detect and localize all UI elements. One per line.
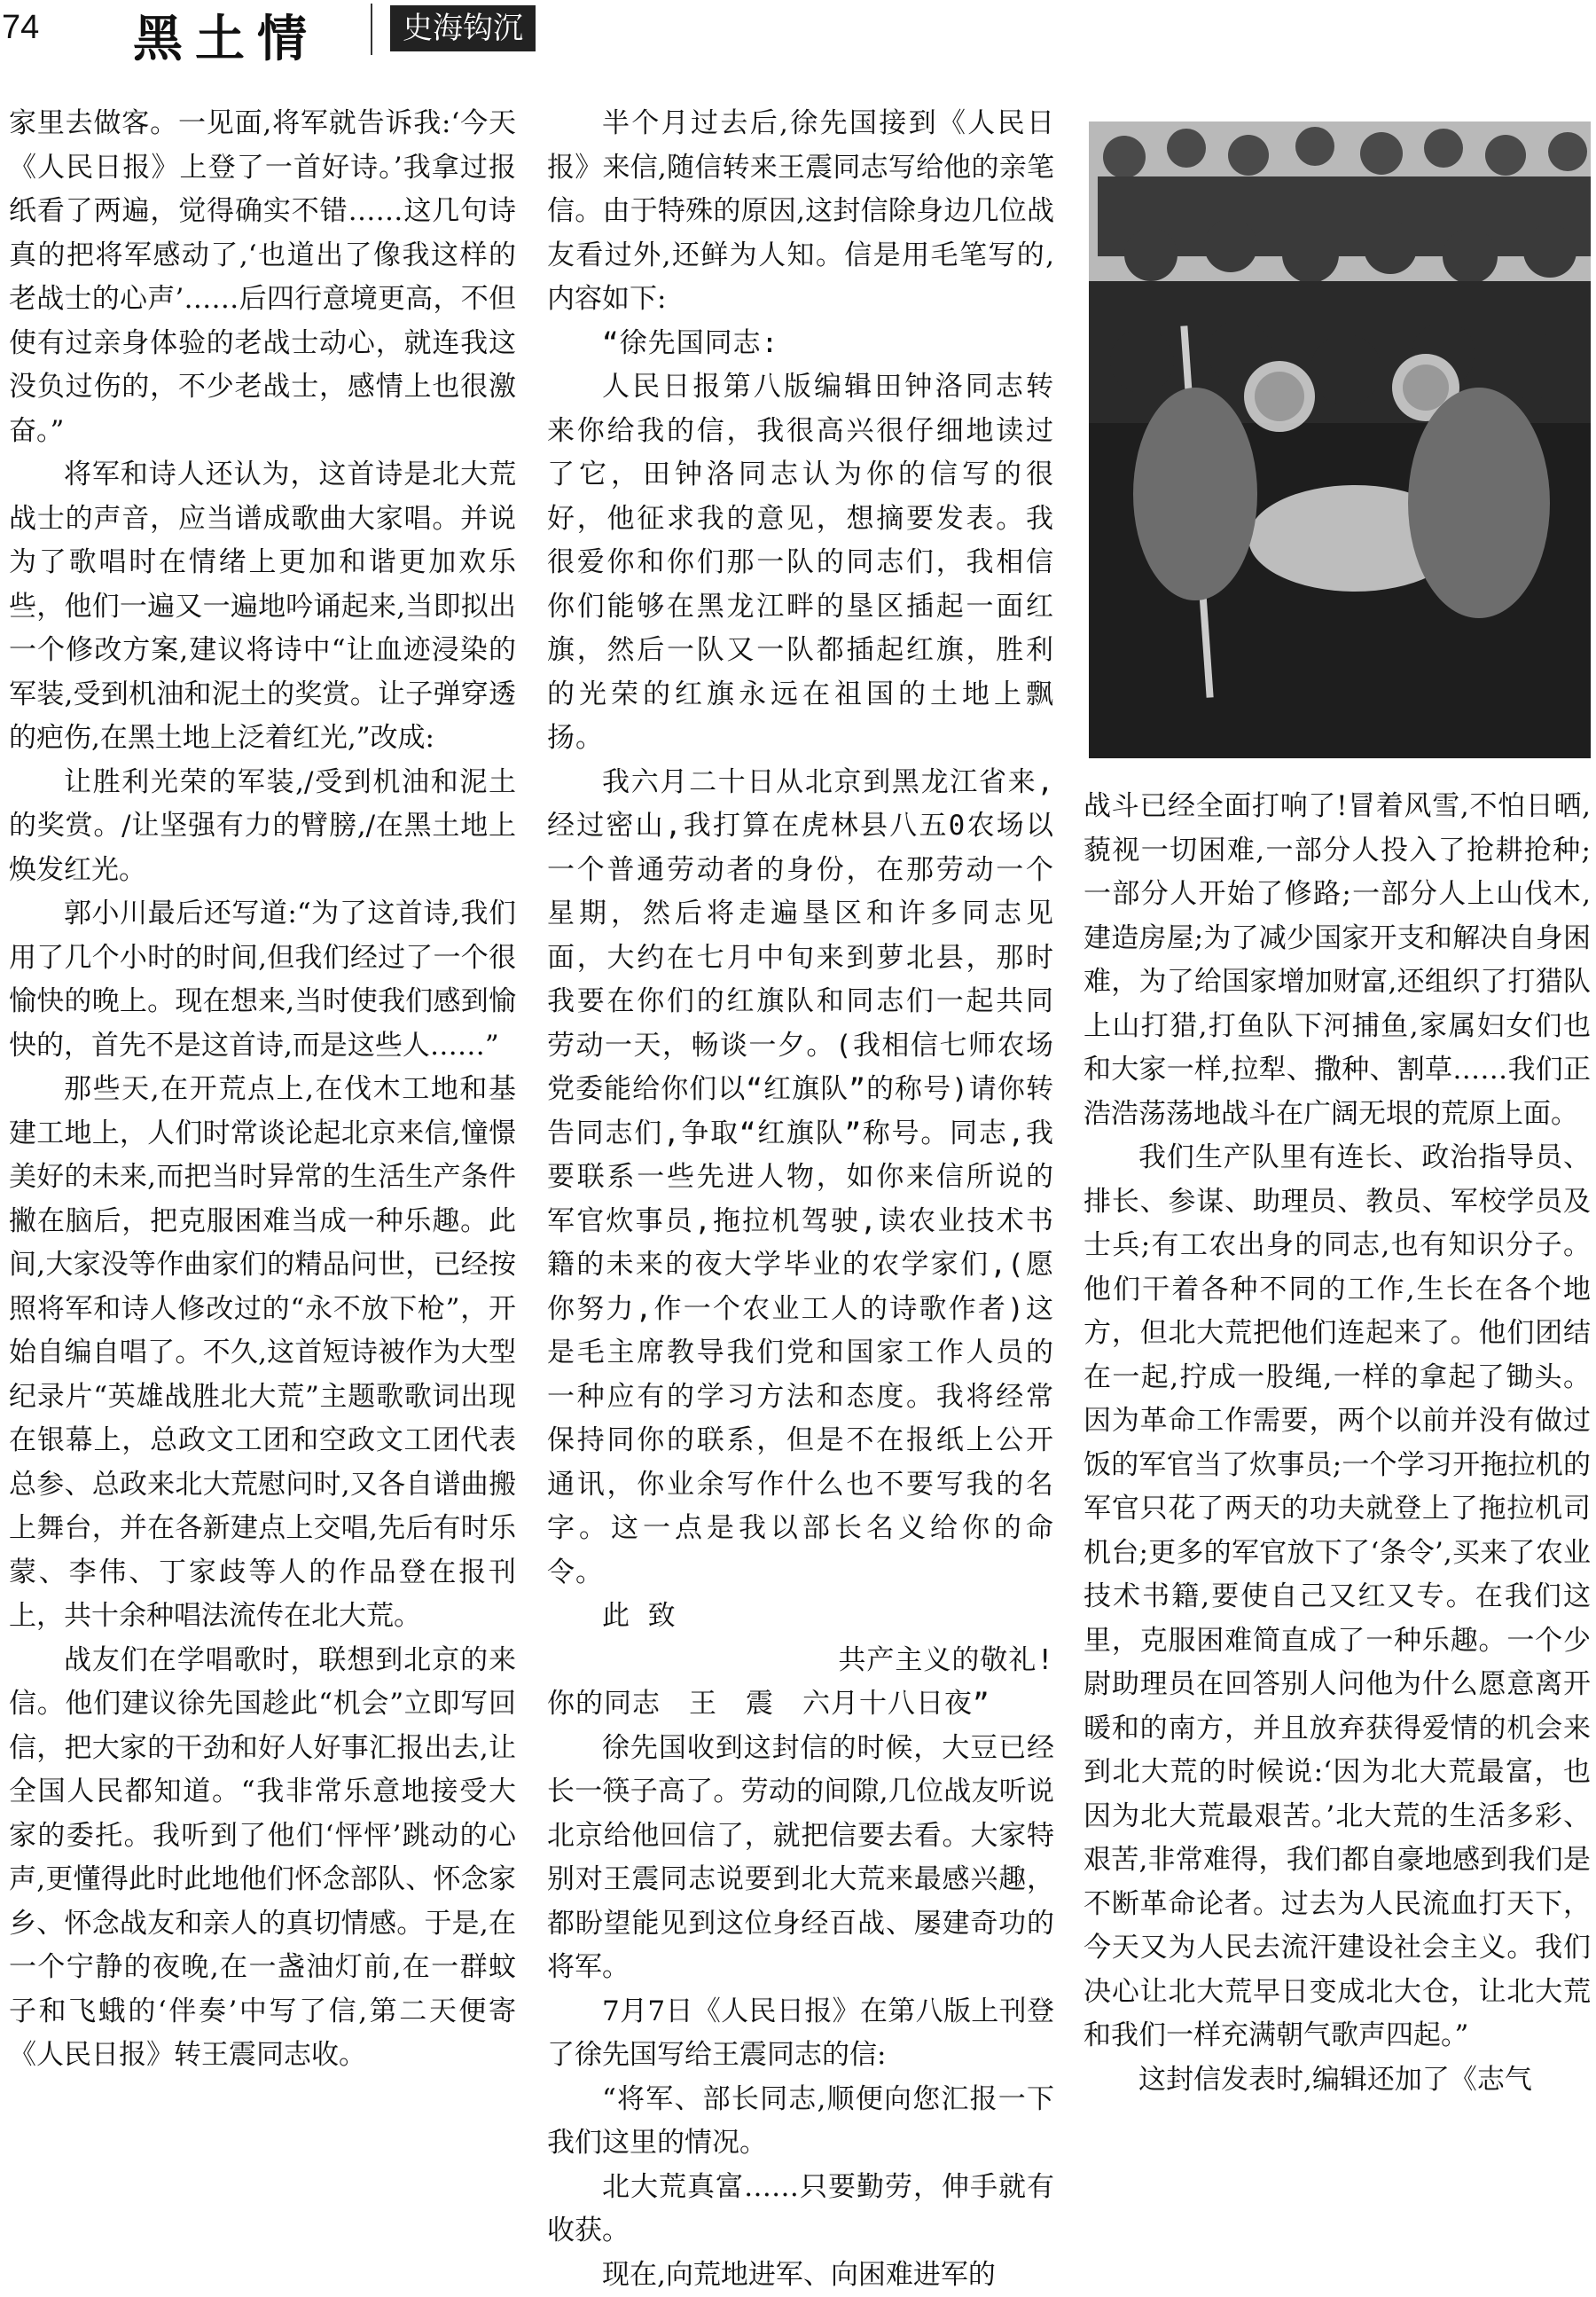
paragraph: 我们生产队里有连长、政治指导员、排长、参谋、助理员、教员、军校学员及士兵;有工农出身的同志,也有知识分子。他们干着各种不同的工作,生长在各个地方，但北大荒把他们连起来了。他们团结在一起,拧成一股绳,一样的拿起了锄头。因为革命工作需要，两个以前并没有做过饭的军官当了炊事员;一个学习开拖拉机的军官只花了两天的功夫就登上了拖拉机司机台;更多的军官放下了‘条令’,买来了农业技术书籍,要使自己又红又专。在我们这里，克服困难简直成了一种乐趣。一个少尉助理员在回答别人问他为什么愿意离开暖和的南方，并且放弃获得爱情的机会来到北大荒的时候说:‘因为北大荒最富，也因为北大荒最艰苦。’北大荒的生活多彩、艰苦,非常难得，我们都自豪地感到我们是不断革命论者。过去为人民流血打天下，今天又为人民去流汗建设社会主义。我们决心让北大荒早日变成北大仓，让北大荒和我们一样充满朝气歌声四起。” bbox=[1084, 1136, 1591, 2058]
paragraph: 家里去做客。一见面,将军就告诉我:‘今天《人民日报》上登了一首好诗。’我拿过报纸看了两遍，觉得确实不错……这几句诗真的把将军感动了,‘也道出了像我这样的老战士的心声’……后四行意境更高，不但使有过亲身体验的老战士动心，就连我这没负过伤的，不少老战士，感情上也很激奋。” bbox=[9, 102, 516, 453]
letter-signature: 你的同志 王 震 六月十八日夜” bbox=[547, 1682, 1054, 1727]
paragraph: 让胜利光荣的军装,/受到机油和泥土的奖赏。/让坚强有力的臂膀,/在黑土地上焕发红光。 bbox=[9, 761, 516, 893]
page-number: 74 bbox=[2, 9, 39, 47]
paragraph: 战友们在学唱歌时，联想到北京的来信。他们建议徐先国趁此“机会”立即写回信，把大家的干劲和好人好事汇报出去,让全国人民都知道。“我非常乐意地接受大家的委托。我听到了他们‘怦怦’跳动的心声,更懂得此时此地他们怀念部队、怀念家乡、怀念战友和亲人的真切情感。于是,在一个宁静的夜晚,在一盏油灯前,在一群蚊子和飞蛾的‘伴奏’中写了信,第二天便寄《人民日报》转王震同志收。 bbox=[9, 1639, 516, 2078]
column-3 bbox=[1084, 785, 1591, 2102]
paragraph: 将军和诗人还认为，这首诗是北大荒战士的声音，应当谱成歌曲大家唱。并说为了歌唱时在情绪上更加和谐更加欢乐些，他们一遍又一遍地吟诵起来,当即拟出一个修改方案,建议将诗中“让血迹浸染的军装,受到机油和泥土的奖赏。让子弹穿透的疤伤,在黑土地上泛着红光,”改成: bbox=[9, 453, 516, 761]
section-label: 史海钩沉 bbox=[390, 5, 536, 51]
column-1 bbox=[9, 102, 516, 2078]
column-2 bbox=[547, 102, 1054, 2297]
letter-closing: 此 致 bbox=[547, 1595, 1054, 1639]
letter-salute: 共产主义的敬礼! bbox=[547, 1639, 1054, 1683]
paragraph: 那些天,在开荒点上,在伐木工地和基建工地上，人们时常谈论起北京来信,憧憬美好的未来,而把当时异常的生活生产条件撇在脑后，把克服困难当成一种乐趣。此间,大家没等作曲家们的精品问世，已经按照将军和诗人修改过的“永不放下枪”，开始自编自唱了。不久,这首短诗被作为大型纪录片“英雄战胜北大荒”主题歌歌词出现在银幕上，总政文工团和空政文工团代表总参、总政来北大荒慰问时,又各自谱曲搬上舞台，并在各新建点上交唱,先后有时乐蒙、李伟、丁家歧等人的作品登在报刊上，共十余种唱法流传在北大荒。 bbox=[9, 1068, 516, 1639]
paragraph: 郭小川最后还写道:“为了这首诗,我们用了几个小时的时间,但我们经过了一个很愉快的晚上。现在想来,当时使我们感到愉快的，首先不是这首诗,而是这些人……” bbox=[9, 892, 516, 1068]
paragraph: 现在,向荒地进军、向困难进军的 bbox=[547, 2254, 1054, 2297]
paragraph: 半个月过去后,徐先国接到《人民日报》来信,随信转来王震同志写给他的亲笔信。由于特殊的原因,这封信除身边几位战友看过外,还鲜为人知。信是用毛笔写的,内容如下: bbox=[547, 102, 1054, 322]
header-divider bbox=[371, 4, 372, 55]
paragraph: “将军、部长同志,顺便向您汇报一下我们这里的情况。 bbox=[547, 2078, 1054, 2166]
letter-paragraph: 人民日报第八版编辑田钟洛同志转来你给我的信，我很高兴很仔细地读过了它，田钟洛同志认为你的信写的很好，他征求我的意见，想摘要发表。我很爱你和你们那一队的同志们，我相信你们能够在黑龙江畔的垦区插起一面红旗，然后一队又一队都插起红旗，胜利的光荣的红旗永远在祖国的土地上飘扬。 bbox=[547, 365, 1054, 761]
paragraph: 徐先国收到这封信的时候，大豆已经长一筷子高了。劳动的间隙,几位战友听说北京给他回信了，就把信要去看。大家特别对王震同志说要到北大荒来最感兴趣，都盼望能见到这位身经百战、屡建奇功的将军。 bbox=[547, 1727, 1054, 1990]
letter-paragraph: 我六月二十日从北京到黑龙江省来,经过密山,我打算在虎林县八五0农场以一个普通劳动者的身份，在那劳动一个星期，然后将走遍垦区和许多同志见面，大约在七月中旬来到萝北县，那时我要在你们的红旗队和同志们一起共同劳动一天，畅谈一夕。(我相信七师农场党委能给你们以“红旗队”的称号)请你转告同志们,争取“红旗队”称号。同志,我要联系一些先进人物，如你来信所说的军官炊事员,拖拉机驾驶,读农业技术书籍的未来的夜大学毕业的农学家们,(愿你努力,作一个农业工人的诗歌作者)这是毛主席教导我们党和国家工作人员的一种应有的学习方法和态度。我将经常保持同你的联系，但是不在报纸上公开通讯，你业余写作什么也不要写我的名字。这一点是我以部长名义给你的命令。 bbox=[547, 761, 1054, 1595]
page-header bbox=[0, 0, 1596, 62]
photo-crowd-silhouettes bbox=[1089, 122, 1591, 758]
paragraph: 这封信发表时,编辑还加了《志气 bbox=[1084, 2058, 1591, 2103]
letter-salutation: “徐先国同志: bbox=[547, 322, 1054, 366]
magazine-title: 黑土情 bbox=[133, 0, 319, 71]
paragraph: 7月7日《人民日报》在第八版上刊登了徐先国写给王震同志的信: bbox=[547, 1990, 1054, 2078]
paragraph: 战斗已经全面打响了!冒着风雪,不怕日晒,藐视一切困难,一部分人投入了抢耕抢种;一部分人开始了修路;一部分人上山伐木,建造房屋;为了减少国家开支和解决自身困难，为了给国家增加财富,还组织了打猎队上山打猎,打鱼队下河捕鱼,家属妇女们也和大家一样,拉犁、撒种、割草……我们正浩浩荡荡地战斗在广阔无垠的荒原上面。 bbox=[1084, 785, 1591, 1136]
historical-photo bbox=[1089, 122, 1591, 758]
paragraph: 北大荒真富……只要勤劳，伸手就有收获。 bbox=[547, 2166, 1054, 2254]
